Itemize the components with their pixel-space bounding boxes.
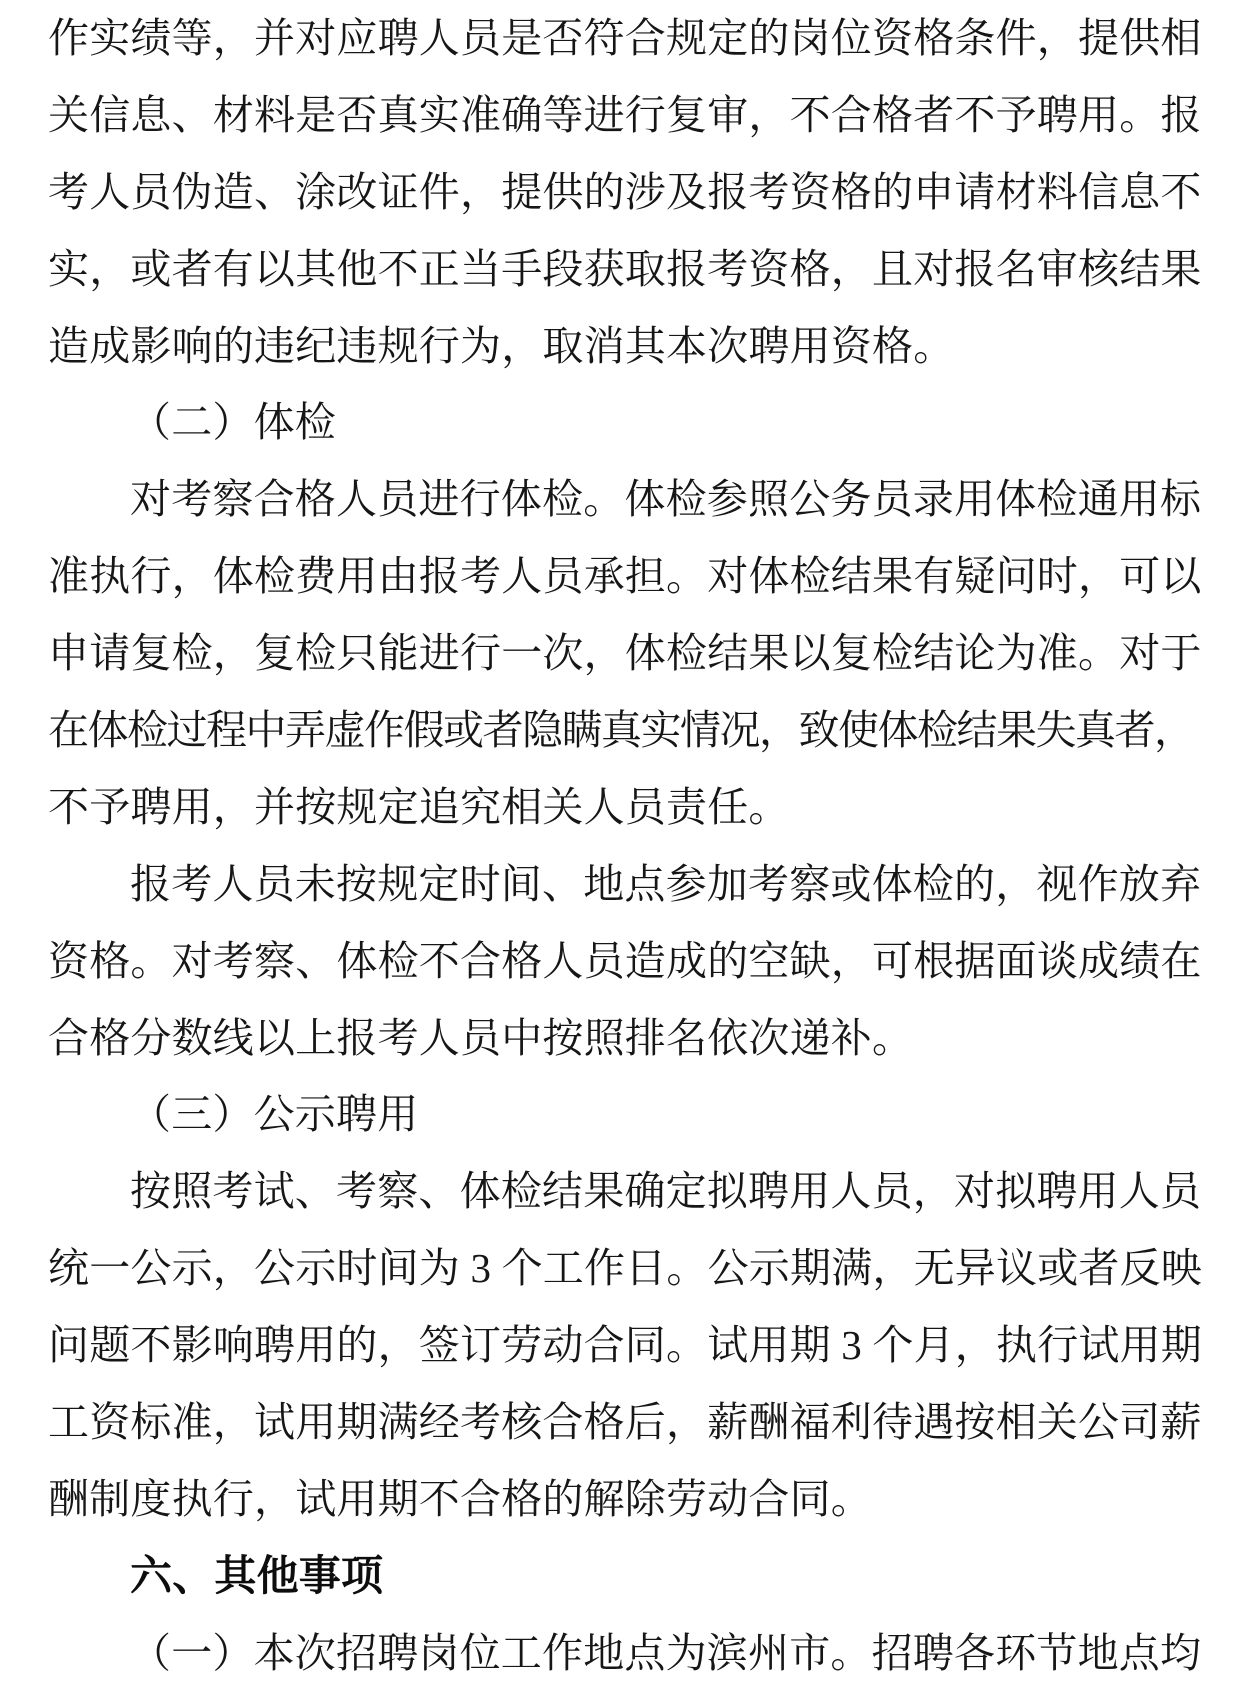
section-heading: 六、其他事项	[130, 1551, 384, 1599]
document-text-block	[48, 0, 1208, 1692]
doc-line: 问题不影响聘用的，签订劳动合同。试用期 3 个月，执行试用期	[48, 1322, 1202, 1369]
doc-line: 合格分数线以上报考人员中按照排名依次递补。	[48, 1014, 914, 1061]
doc-line: 统一公示，公示时间为 3 个工作日。公示期满，无异议或者反映	[48, 1245, 1202, 1292]
subsection-heading: （二）体检	[130, 399, 336, 446]
doc-line: 实，或者有以其他不正当手段获取报考资格，且对报名审核结果	[48, 245, 1202, 292]
doc-line: 不予聘用，并按规定追究相关人员责任。	[48, 783, 790, 830]
doc-line: 考人员伪造、涂改证件，提供的涉及报考资格的申请材料信息不	[48, 168, 1202, 215]
doc-line: 酬制度执行，试用期不合格的解除劳动合同。	[48, 1475, 872, 1522]
doc-line: 资格。对考察、体检不合格人员造成的空缺，可根据面谈成绩在	[48, 937, 1202, 984]
subsection-heading: （三）公示聘用	[130, 1091, 419, 1138]
doc-line: 在体检过程中弄虚作假或者隐瞒真实情况，致使体检结果失真者，	[48, 707, 1194, 754]
doc-line: 造成影响的违纪违规行为，取消其本次聘用资格。	[48, 322, 955, 369]
doc-line: （一）本次招聘岗位工作地点为滨州市。招聘各环节地点均	[130, 1629, 1202, 1676]
doc-line: 申请复检，复检只能进行一次，体检结果以复检结论为准。对于	[48, 630, 1202, 677]
doc-line: 关信息、材料是否真实准确等进行复审，不合格者不予聘用。报	[48, 91, 1202, 138]
doc-line: 准执行，体检费用由报考人员承担。对体检结果有疑问时，可以	[48, 553, 1202, 600]
doc-line: 工资标准，试用期满经考核合格后，薪酬福利待遇按相关公司薪	[48, 1399, 1202, 1446]
doc-line: 对考察合格人员进行体检。体检参照公务员录用体检通用标	[130, 476, 1202, 523]
doc-line: 作实绩等，并对应聘人员是否符合规定的岗位资格条件，提供相	[48, 15, 1202, 61]
doc-line: 报考人员未按规定时间、地点参加考察或体检的，视作放弃	[130, 860, 1202, 907]
doc-line: 按照考试、考察、体检结果确定拟聘用人员，对拟聘用人员	[130, 1168, 1202, 1215]
